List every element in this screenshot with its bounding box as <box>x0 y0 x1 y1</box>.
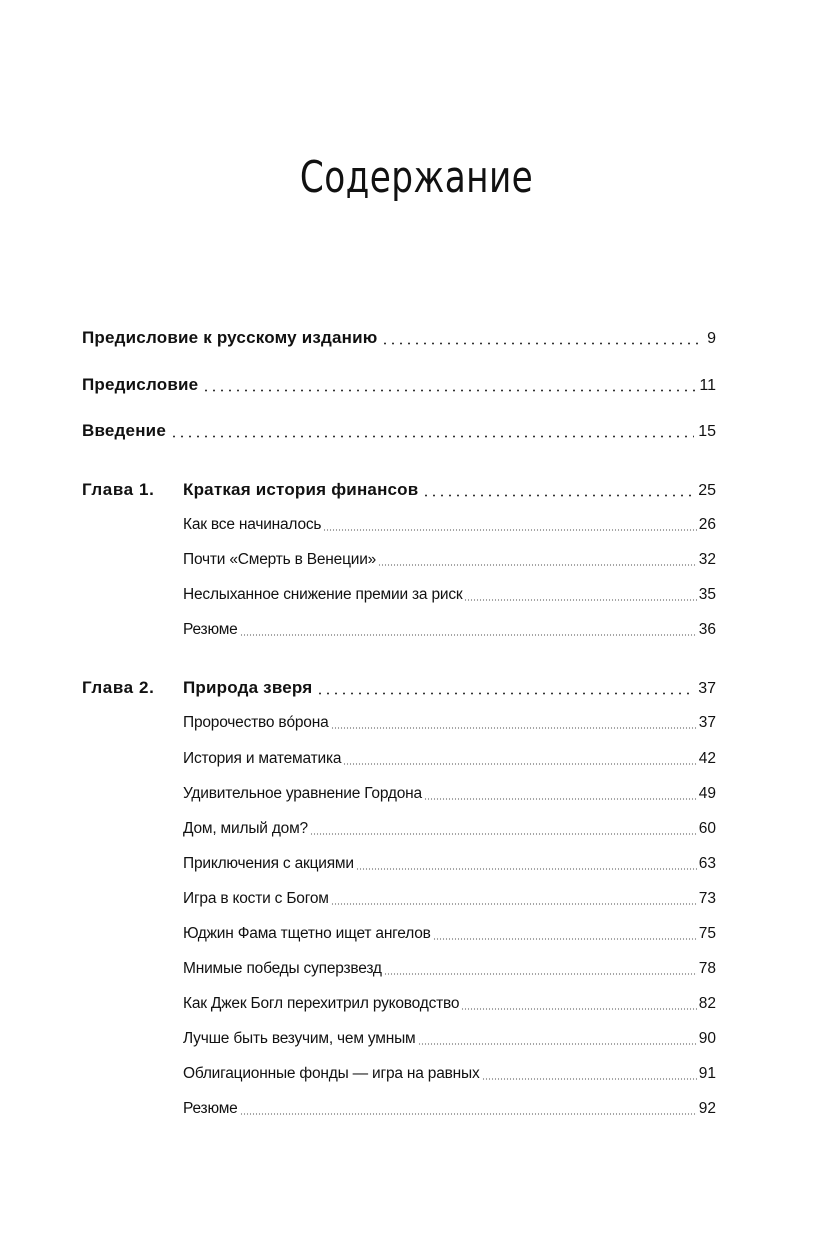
toc-page-number: 42 <box>698 750 716 767</box>
toc-section[interactable] <box>183 886 716 912</box>
section-title: Резюме <box>183 621 238 638</box>
toc-entry-introduction[interactable] <box>82 418 716 444</box>
chapter-label: Глава 1. <box>82 480 155 499</box>
chapter-label: Глава 2. <box>82 678 155 697</box>
section-title: История и математика <box>183 750 342 767</box>
dot-leader <box>433 938 697 940</box>
section-title: Как все начиналось <box>183 516 322 533</box>
toc-section[interactable] <box>183 1096 716 1122</box>
section-title: Игра в кости с Богом <box>183 890 329 907</box>
section-title: Лучше быть везучим, чем умным <box>183 1030 416 1047</box>
dot-leader <box>464 599 696 601</box>
toc-page-number: 92 <box>698 1100 716 1117</box>
section-title: Приключения с акциями <box>183 855 354 872</box>
dot-leader <box>331 903 697 905</box>
section-title: Пророчество вóрона <box>183 714 329 731</box>
toc-section[interactable] <box>183 710 716 736</box>
toc-section[interactable] <box>183 921 716 947</box>
toc-page-number: 82 <box>698 995 716 1012</box>
toc-section[interactable] <box>183 1026 716 1052</box>
toc-page-number: 15 <box>698 423 716 440</box>
toc-page-number: 60 <box>698 820 716 837</box>
toc-chapter-1[interactable] <box>183 477 716 503</box>
page-title: Содержание <box>299 152 534 203</box>
section-title: Неслыханное снижение премии за риск <box>183 586 463 603</box>
chapter-title: Краткая история финансов <box>183 480 419 499</box>
toc-page-number: 35 <box>698 586 716 603</box>
dot-leader <box>482 1078 697 1080</box>
toc-page-number: 11 <box>699 377 716 394</box>
toc-entry-preface-russian[interactable] <box>82 325 716 351</box>
dot-leader <box>461 1008 696 1010</box>
toc-section[interactable] <box>183 547 716 573</box>
dot-leader <box>240 634 697 636</box>
dot-leader <box>418 1043 697 1045</box>
dot-leader <box>323 529 696 531</box>
section-title: Почти «Смерть в Венеции» <box>183 551 377 568</box>
toc-page-number: 75 <box>698 925 716 942</box>
dot-leader <box>240 1113 697 1115</box>
toc-section[interactable] <box>183 512 716 538</box>
toc-section[interactable] <box>183 816 716 842</box>
toc-entry-title: Предисловие <box>82 375 199 394</box>
toc-section[interactable] <box>183 746 716 772</box>
toc-section[interactable] <box>183 1061 716 1087</box>
toc-section[interactable] <box>183 956 716 982</box>
toc-section[interactable] <box>183 617 716 643</box>
dot-leader <box>343 763 696 765</box>
toc-page-number: 37 <box>698 714 716 731</box>
dot-leader <box>202 389 695 392</box>
dot-leader <box>310 833 697 835</box>
toc-page-number: 9 <box>707 330 716 347</box>
toc-page-number: 37 <box>698 680 716 697</box>
dot-leader <box>356 868 697 870</box>
toc-page-number: 26 <box>698 516 716 533</box>
toc-page-number: 49 <box>698 785 716 802</box>
toc-chapter-2[interactable] <box>183 675 716 701</box>
toc-page-number: 32 <box>698 551 716 568</box>
section-title: Удивительное уравнение Гордона <box>183 785 422 802</box>
toc-page-number: 36 <box>698 621 716 638</box>
dot-leader <box>384 973 697 975</box>
dot-leader <box>316 692 694 695</box>
dot-leader <box>378 564 697 566</box>
section-title: Юджин Фама тщетно ищет ангелов <box>183 925 431 942</box>
toc-page-number: 78 <box>698 960 716 977</box>
toc-page-number: 73 <box>698 890 716 907</box>
section-title: Мнимые победы суперзвезд <box>183 960 382 977</box>
section-title: Облигационные фонды — игра на равных <box>183 1065 480 1082</box>
toc-entry-preface[interactable] <box>82 372 716 398</box>
toc-page-number: 63 <box>698 855 716 872</box>
toc-page-number: 91 <box>698 1065 716 1082</box>
section-title: Как Джек Богл перехитрил руководство <box>183 995 460 1012</box>
dot-leader <box>170 435 694 438</box>
section-title: Дом, милый дом? <box>183 820 308 837</box>
toc-entry-title: Введение <box>82 421 166 440</box>
toc-page-number: 90 <box>698 1030 716 1047</box>
dot-leader <box>381 342 703 345</box>
toc-page-number: 25 <box>698 482 716 499</box>
dot-leader <box>331 727 697 729</box>
toc-section[interactable] <box>183 851 716 877</box>
section-title: Резюме <box>183 1100 238 1117</box>
toc-section[interactable] <box>183 781 716 807</box>
toc-entry-title: Предисловие к русскому изданию <box>82 328 378 347</box>
chapter-title: Природа зверя <box>183 678 313 697</box>
toc-section[interactable] <box>183 582 716 608</box>
dot-leader <box>424 798 697 800</box>
dot-leader <box>422 494 694 497</box>
toc-section[interactable] <box>183 991 716 1017</box>
